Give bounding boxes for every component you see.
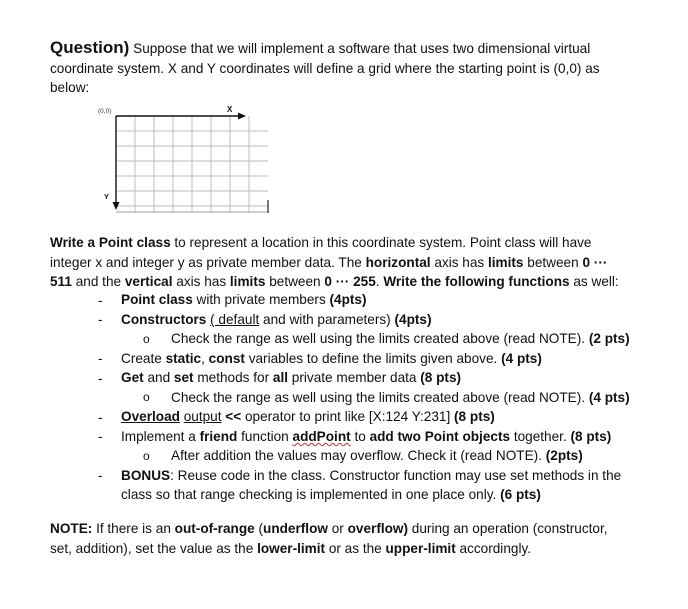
- list-item-overload: [121, 407, 495, 427]
- list-item-bonus: [121, 466, 621, 486]
- task-line-2: integer x and integer y as private member data. The: [50, 254, 366, 270]
- item-text: Constructors: [121, 312, 211, 327]
- item-text: Point class: [121, 292, 193, 307]
- question-paragraph: [50, 38, 660, 98]
- x-axis-label: X: [227, 105, 233, 114]
- item-text: const: [208, 351, 245, 366]
- item-text: static: [165, 351, 202, 366]
- note-text: overflow): [347, 521, 409, 536]
- note-text: during an operation (constructor,: [408, 521, 608, 536]
- list-item-point-class: [121, 290, 367, 310]
- sub-item-overflow-check: [171, 446, 583, 466]
- note-label: NOTE:: [50, 521, 93, 536]
- task-text: between: [265, 274, 325, 289]
- horizontal-word: horizontal: [365, 254, 431, 270]
- item-text: BONUS: [121, 468, 171, 483]
- item-text: Get: [121, 370, 144, 385]
- question-label: Question): [50, 38, 130, 57]
- item-text: together.: [510, 429, 571, 444]
- task-bold: Write a Point class: [50, 235, 171, 250]
- limit-value: 511: [50, 274, 72, 289]
- limit-value: 0 ··· 255: [324, 274, 376, 289]
- item-points: (4pts): [329, 292, 367, 307]
- limit-value: 0 ···: [582, 254, 608, 270]
- item-text: Create: [121, 351, 166, 366]
- item-points: (8 pts): [420, 370, 462, 385]
- note-text: upper-limit: [385, 540, 456, 556]
- item-text: After addition the values may overflow. Check it (read NOTE).: [171, 448, 546, 463]
- note-text: (: [254, 521, 264, 536]
- item-text: set: [173, 370, 194, 385]
- note-paragraph: [50, 519, 660, 558]
- item-text: friend: [199, 429, 238, 444]
- item-points: (2pts): [545, 448, 583, 463]
- task-text: axis has: [430, 254, 488, 270]
- item-points: (6 pts): [500, 487, 541, 502]
- note-text: accordingly.: [455, 540, 532, 556]
- list-item-get-set: [121, 368, 461, 388]
- sub-bullet: o: [143, 332, 150, 346]
- note-text: out-of-range: [174, 521, 255, 536]
- list-dash: -: [98, 371, 103, 386]
- item-text: function: [237, 429, 293, 444]
- item-text: output: [183, 409, 222, 424]
- item-text: methods for: [193, 370, 273, 385]
- item-text: with private members: [192, 292, 330, 307]
- limits-word: limits: [229, 274, 266, 289]
- list-item-static-const: [121, 349, 542, 369]
- item-text: and: [143, 370, 174, 385]
- note-text: underflow: [263, 521, 328, 536]
- task-paragraph: [50, 233, 660, 292]
- item-points: (4 pts): [588, 390, 630, 405]
- task-text: .: [375, 274, 384, 289]
- question-line-2: coordinate system. X and Y coordinates will define a grid where the starting point is (0,0) as: [50, 60, 600, 76]
- item-text: Check the range as well using the limits created above (read NOTE).: [171, 390, 589, 405]
- list-dash: -: [98, 351, 103, 366]
- item-text: <<: [221, 409, 245, 424]
- note-text: set, addition), set the value as the: [50, 540, 258, 556]
- task-line-1: to represent a location in this coordinate system. Point class will have: [170, 235, 592, 250]
- limits-word: limits: [487, 254, 524, 270]
- vertical-word: vertical: [124, 274, 173, 289]
- item-text: ,: [201, 351, 209, 366]
- list-dash: -: [98, 468, 103, 483]
- task-text: as well:: [569, 274, 619, 289]
- task-text: axis has: [172, 274, 230, 289]
- grid-lines: [116, 116, 268, 212]
- item-text: to: [350, 429, 370, 444]
- note-text: lower-limit: [257, 540, 326, 556]
- item-text: variables to define the limits given above.: [244, 351, 502, 366]
- question-line-1: Suppose that we will implement a software that uses two dimensional virtual: [133, 41, 591, 56]
- note-text: or as the: [325, 540, 386, 556]
- item-text: Overload: [121, 409, 180, 424]
- list-dash: -: [98, 293, 103, 308]
- list-item-constructors: [121, 310, 432, 330]
- sub-item-range-check-2: [171, 388, 630, 408]
- item-points: (8 pts): [570, 429, 612, 444]
- write-functions-phrase: Write the following functions: [383, 274, 570, 289]
- item-text: ( default: [210, 312, 260, 327]
- item-text: class so that range checking is implemented in one place only.: [121, 487, 501, 502]
- item-points: (4 pts): [501, 351, 542, 366]
- question-line-3: below:: [50, 80, 90, 95]
- sub-item-range-check-1: [171, 329, 630, 349]
- item-text: Implement a: [121, 429, 200, 444]
- list-dash: -: [98, 410, 103, 425]
- item-points: (2 pts): [588, 331, 630, 346]
- item-text: addPoint: [292, 429, 351, 444]
- item-points: (4pts): [390, 312, 432, 327]
- list-dash: -: [98, 312, 103, 327]
- item-text: and with parameters): [259, 312, 391, 327]
- origin-label: (0,0): [98, 108, 112, 115]
- task-text: and the: [71, 274, 125, 289]
- list-item-friend-function: [121, 427, 611, 447]
- item-text: : Reuse code in the class. Constructor function may use set methods in the: [170, 468, 622, 483]
- item-text: Check the range as well using the limits created above (read NOTE).: [171, 331, 589, 346]
- item-text: add two Point objects: [369, 429, 511, 444]
- sub-bullet: o: [143, 449, 150, 463]
- coordinate-grid-diagram: [90, 100, 280, 218]
- x-arrow-head: [238, 113, 246, 120]
- y-axis-label: Y: [104, 192, 110, 201]
- item-points: (8 pts): [454, 409, 495, 424]
- note-text: or: [327, 521, 348, 536]
- list-item-bonus-cont: [121, 485, 541, 505]
- sub-bullet: o: [143, 390, 150, 404]
- list-dash: -: [98, 429, 103, 444]
- item-text: operator to print like [X:124 Y:231]: [244, 409, 455, 424]
- task-text: between: [523, 254, 583, 270]
- note-text: If there is an: [92, 521, 175, 536]
- item-text: all: [272, 370, 289, 385]
- item-text: private member data: [288, 370, 421, 385]
